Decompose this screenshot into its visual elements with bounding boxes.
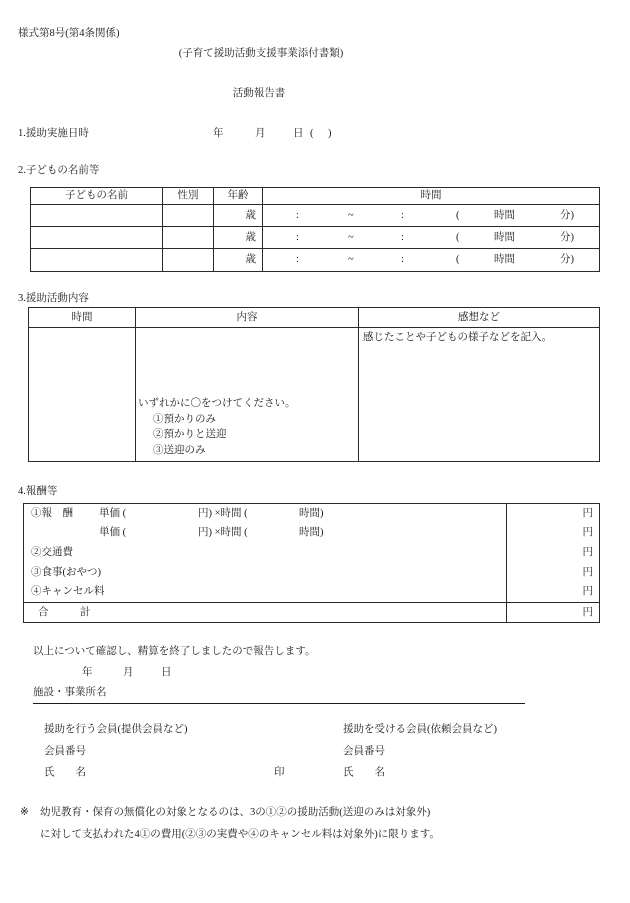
content-choices [138, 396, 296, 458]
col-header-time: 時間 [263, 188, 599, 205]
time-colon: : [296, 254, 299, 265]
child-age-cell: 歳 [214, 205, 263, 227]
child-time-cell [263, 227, 599, 249]
activity-impression-cell [359, 328, 599, 461]
report-date-month-label: 月 [123, 667, 134, 678]
child-time-cell [263, 249, 599, 271]
doc-subtitle: (子育て援助活動支援事業添付書類) [178, 48, 344, 59]
child-name-cell [31, 227, 163, 249]
col-header-impression: 感想など [359, 308, 599, 328]
note-mark: ※ [20, 807, 29, 818]
receiver-name-label: 氏 名 [343, 767, 385, 778]
section3-label: 3.援助活動内容 [18, 293, 89, 304]
section1-label: 1.援助実施日時 [18, 128, 89, 139]
time-minutes-label: 分) [560, 254, 574, 265]
time-paren: ( [456, 209, 460, 221]
form-number: 様式第8号(第4条関係) [18, 28, 120, 39]
hours-close-label: 時間) [299, 507, 324, 519]
transport-row [24, 543, 506, 563]
choice-option-1: ①預かりのみ [153, 413, 216, 425]
time-colon: : [296, 209, 299, 221]
date-year-label: 年 [213, 128, 224, 139]
activity-content-cell [136, 328, 359, 461]
unit-price-label: 単価 ( [99, 507, 127, 519]
time-hours-label: 時間 [494, 254, 515, 265]
hours-close-label: 時間) [299, 527, 324, 539]
weekday-paren-close: ) [328, 128, 332, 139]
facility-name-field [33, 686, 525, 704]
note-line-2: に対して支払われた4①の費用(②③の実費や④のキャンセル料は対象外)に限ります。 [40, 829, 440, 840]
time-colon: : [296, 231, 299, 243]
yen-times-label: 円) ×時間 ( [198, 507, 248, 519]
child-age-cell: 歳 [214, 227, 263, 249]
reward-row-1 [24, 504, 506, 524]
total-label: 計 [80, 606, 91, 618]
facility-name-label: 施設・事業所名 [33, 687, 107, 698]
provider-member-number-label: 会員番号 [44, 746, 86, 757]
reward-row-2 [24, 524, 506, 544]
time-hours-label: 時間 [494, 209, 515, 221]
activity-time-cell [29, 328, 136, 461]
receiver-member-title: 援助を受ける会員(依頼会員など) [343, 724, 497, 735]
reward-label: ①報 酬 [31, 507, 73, 519]
impression-note: 感じたことや子どもの様子などを記入。 [363, 332, 552, 343]
time-hours-label: 時間 [494, 231, 515, 243]
yen-times-label: 円) ×時間 ( [198, 527, 248, 539]
cancel-fee-label: ④キャンセル料 [31, 586, 105, 598]
report-date-day-label: 日 [161, 667, 172, 678]
col-header-age: 年齢 [214, 188, 263, 205]
time-colon: : [401, 254, 404, 265]
note-line-1: 幼児教育・保育の無償化の対象となるのは、3の①②の援助活動(送迎のみは対象外) [40, 807, 431, 818]
col-header-child-name: 子どもの名前 [31, 188, 163, 205]
provider-member-title: 援助を行う会員(提供会員など) [44, 724, 188, 735]
child-name-cell [31, 249, 163, 271]
yen-cell: 円 [506, 563, 599, 583]
activity-table [28, 307, 600, 462]
choice-option-3: ③送迎のみ [153, 444, 206, 456]
yen-cell: 円 [506, 504, 599, 524]
section4-label: 4.報酬等 [18, 486, 58, 497]
time-colon: : [401, 209, 404, 221]
section2-label: 2.子どもの名前等 [18, 165, 100, 176]
child-sex-cell [163, 249, 214, 271]
yen-cell: 円 [506, 524, 599, 544]
time-minutes-label: 分) [560, 231, 574, 243]
meal-row [24, 563, 506, 583]
seal-label: 印 [274, 767, 285, 778]
total-label: 合 [38, 606, 49, 618]
yen-cell: 円 [506, 543, 599, 563]
child-name-cell [31, 205, 163, 227]
reward-table [23, 503, 600, 623]
col-header-sex: 性別 [163, 188, 214, 205]
child-sex-cell [163, 227, 214, 249]
time-paren: ( [456, 231, 460, 243]
choices-instruction: いずれかに〇をつけてください。 [138, 398, 296, 409]
time-colon: : [401, 231, 404, 243]
total-yen-cell: 円 [506, 602, 599, 622]
time-minutes-label: 分) [560, 209, 574, 221]
child-sex-cell [163, 205, 214, 227]
doc-title: 活動報告書 [232, 88, 286, 99]
weekday-paren-open: ( [310, 128, 314, 139]
choice-option-2: ②預かりと送迎 [153, 429, 227, 440]
col-header-time: 時間 [29, 308, 136, 328]
report-date-year-label: 年 [82, 667, 93, 678]
time-tilde: ~ [348, 254, 354, 265]
time-paren: ( [456, 254, 460, 265]
date-month-label: 月 [255, 128, 266, 139]
yen-cell: 円 [506, 583, 599, 603]
transport-label: ②交通費 [31, 547, 73, 559]
time-tilde: ~ [348, 231, 354, 243]
child-age-cell: 歳 [214, 249, 263, 271]
child-time-cell [263, 205, 599, 227]
time-tilde: ~ [348, 209, 354, 221]
unit-price-label: 単価 ( [99, 527, 127, 539]
children-table [30, 187, 600, 272]
cancel-fee-row [24, 583, 506, 603]
total-row [24, 602, 506, 622]
meal-label: ③食事(おやつ) [31, 566, 101, 578]
col-header-content: 内容 [136, 308, 359, 328]
date-day-label: 日 [293, 128, 304, 139]
confirm-statement: 以上について確認し、精算を終了しましたので報告します。 [33, 646, 316, 657]
provider-name-label: 氏 名 [44, 767, 86, 778]
receiver-member-number-label: 会員番号 [343, 746, 385, 757]
